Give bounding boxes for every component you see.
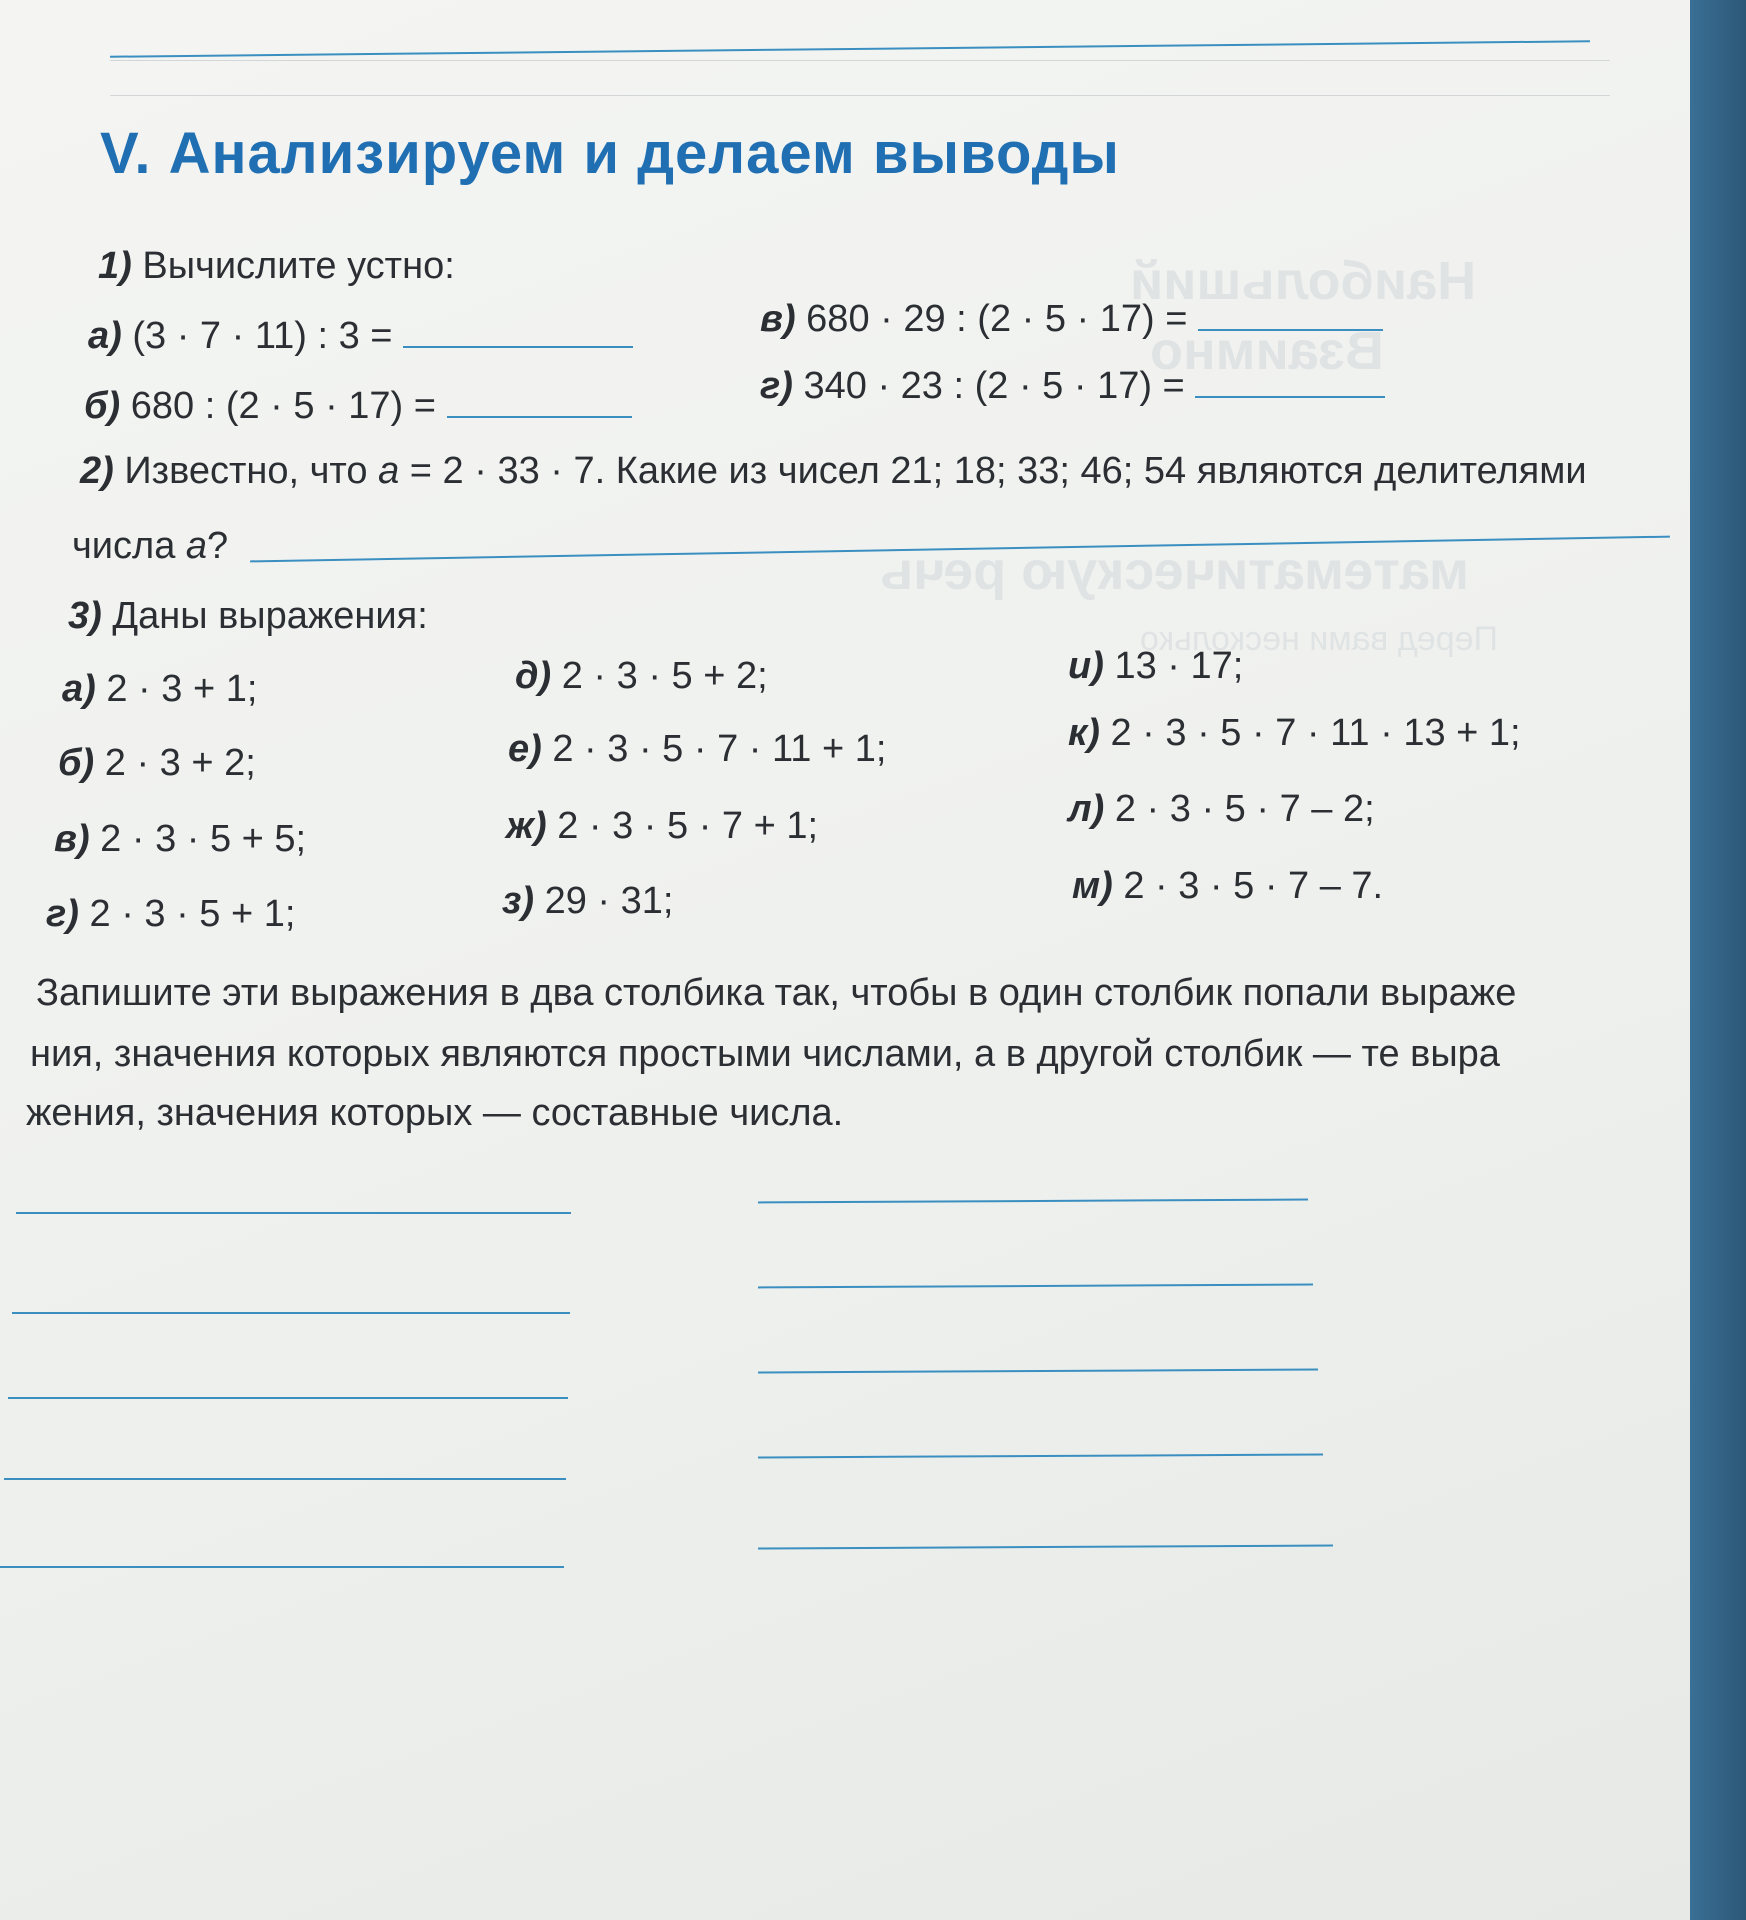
item-label: л) [1068, 788, 1105, 830]
item-expression: 680 : (2 · 5 · 17) = [130, 385, 436, 427]
task2-text: Известно, что [124, 450, 379, 492]
answer-blank[interactable] [1198, 299, 1383, 331]
task2-line1 [80, 450, 1587, 493]
answer-line-prime[interactable] [16, 1212, 571, 1214]
item-label: к) [1068, 712, 1100, 754]
item-expression: (3 · 7 · 11) : 3 = [132, 315, 393, 357]
item-expression: 680 · 29 : (2 · 5 · 17) = [806, 298, 1188, 340]
section-title: V. Анализируем и делаем выводы [100, 121, 1120, 186]
answer-line-composite[interactable] [758, 1369, 1318, 1374]
task3-item-e [508, 728, 886, 771]
item-expression: 2 · 3 + 2; [104, 742, 256, 784]
instruction-line-3: жения, значения которых — составные числа. [26, 1092, 844, 1134]
answer-line-composite[interactable] [758, 1284, 1313, 1289]
task3-item-g [46, 893, 295, 936]
bleed-through-text: Перед вами несколько [1140, 620, 1498, 658]
task2-number: 2) [80, 450, 114, 492]
task3-item-a [62, 668, 257, 711]
task1-prompt: Вычислите устно: [142, 245, 455, 287]
task3-item-d [515, 655, 768, 698]
item-expression: 29 · 31; [544, 880, 674, 922]
item-label: б) [84, 385, 121, 427]
item-expression: 2 · 3 · 5 + 1; [89, 893, 296, 935]
task3-item-l [1068, 788, 1375, 831]
task1-item-g [760, 365, 1385, 408]
answer-blank[interactable] [447, 386, 632, 418]
answer-line-composite[interactable] [758, 1454, 1323, 1459]
item-label: з) [502, 880, 535, 922]
task3-item-k [1068, 712, 1521, 755]
answer-line-prime[interactable] [4, 1478, 566, 1480]
item-expression: 340 · 23 : (2 · 5 · 17) = [803, 365, 1185, 407]
item-expression: 2 · 3 · 5 · 7 – 7. [1123, 865, 1384, 907]
item-expression: 2 · 3 · 5 + 2; [561, 655, 768, 697]
top-rule [110, 40, 1590, 57]
instruction-line-2: ния, значения которых являются простыми числами, а в другой столбик — те выра [30, 1033, 1500, 1075]
task1-number: 1) [98, 245, 132, 287]
item-label: ж) [506, 805, 547, 847]
task3-prompt: Даны выражения: [112, 595, 428, 637]
bleed-through-text: Взаимно [1150, 321, 1384, 381]
task3-number: 3) [68, 595, 102, 637]
item-expression: 13 · 17; [1114, 645, 1244, 687]
answer-line-prime[interactable] [0, 1566, 564, 1568]
item-label: в) [760, 298, 796, 340]
item-label: в) [54, 818, 90, 860]
bleed-through-text: Наибольший [1130, 251, 1477, 311]
task3-item-i [1068, 645, 1243, 688]
answer-line-composite[interactable] [758, 1544, 1333, 1549]
task3-item-zh [506, 805, 818, 848]
item-label: м) [1072, 865, 1113, 907]
task2-text: числа [72, 525, 186, 567]
task3-item-v [54, 818, 306, 861]
item-expression: 2 · 3 · 5 + 5; [100, 818, 307, 860]
page-edge [1690, 0, 1746, 1920]
item-label: г) [760, 365, 793, 407]
task3-heading [68, 595, 428, 638]
task1-heading [98, 245, 455, 288]
item-label: а) [88, 315, 122, 357]
bleed-through-text: математическую речь [880, 541, 1470, 601]
task1-item-a [88, 315, 633, 358]
task2-line2 [72, 525, 228, 568]
answer-line-prime[interactable] [12, 1312, 570, 1314]
item-expression: 2 · 3 · 5 · 7 + 1; [557, 805, 819, 847]
task2-text: ? [207, 525, 229, 567]
answer-blank[interactable] [403, 316, 633, 348]
task3-item-z [502, 880, 673, 923]
item-expression: 2 · 3 · 5 · 7 – 2; [1114, 788, 1375, 830]
item-label: д) [515, 655, 552, 697]
task2-variable: a [378, 450, 400, 492]
item-label: е) [508, 728, 542, 770]
item-expression: 2 · 3 + 1; [106, 668, 258, 710]
task2-variable: a [185, 525, 208, 567]
item-label: б) [58, 742, 95, 784]
answer-line-composite[interactable] [758, 1199, 1308, 1204]
instruction-line-1: Запишите эти выражения в два столбика так, чтобы в один столбик попали выраже [36, 972, 1517, 1014]
item-label: а) [62, 668, 96, 710]
task1-item-v [760, 298, 1383, 341]
task1-item-b [84, 385, 632, 428]
task2-text: = 2 · 33 · 7. Какие из чисел 21; 18; 33; 46; 54 являются делителями [399, 450, 1587, 492]
answer-blank[interactable] [1195, 366, 1385, 398]
task3-item-m [1072, 865, 1383, 908]
item-expression: 2 · 3 · 5 · 7 · 11 · 13 + 1; [1110, 712, 1521, 754]
answer-line-prime[interactable] [8, 1397, 568, 1399]
item-label: и) [1068, 645, 1104, 687]
item-label: г) [46, 893, 79, 935]
task3-item-b [58, 742, 256, 785]
item-expression: 2 · 3 · 5 · 7 · 11 + 1; [552, 728, 887, 770]
